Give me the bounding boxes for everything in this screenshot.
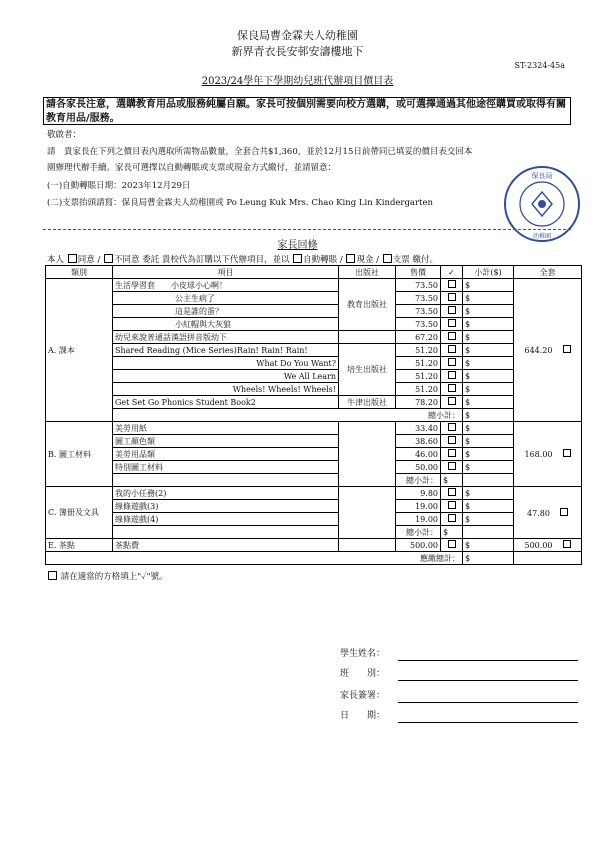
table-row [46, 513, 582, 526]
student-name-field[interactable] [398, 660, 578, 661]
publisher-name [339, 331, 396, 344]
table-row [46, 279, 582, 292]
item-name: What Do You Want? [113, 357, 339, 370]
header-item: 項目 [113, 266, 339, 279]
item-price: 67.20 [396, 331, 441, 344]
salutation: 敬啟者： [47, 130, 82, 140]
item-price: 46.00 [396, 448, 441, 461]
publisher-name: 教育出版社 [339, 279, 396, 331]
publisher-name: 牛津出版社 [339, 396, 396, 409]
item-price: 19.00 [396, 513, 441, 526]
cash-checkbox[interactable] [346, 254, 355, 263]
consent-text: 委託 貴校代為訂購以下代辦項目，並以 [142, 255, 290, 265]
select-cell [441, 331, 463, 344]
table-row [46, 305, 582, 318]
item-name: Wheels! Wheels! Wheels! [113, 383, 339, 396]
item-name: 特別圖工材料 [113, 461, 339, 474]
set-price-cell [514, 539, 582, 552]
item-name: 美勞用品類 [113, 448, 339, 461]
set-price: 168.00 [524, 450, 553, 459]
item-name: 這是誰的蛋？ [113, 305, 339, 318]
item-name: 小紅帽與大灰狼 [113, 318, 339, 331]
table-row [46, 331, 582, 344]
date-field[interactable] [398, 722, 578, 723]
autopay-label: 自動轉賬 [303, 255, 338, 265]
select-checkbox[interactable] [448, 397, 456, 405]
table-row [46, 370, 582, 383]
select-cell [441, 487, 463, 500]
subtotal-field[interactable]: $ [463, 513, 514, 526]
table-row [46, 344, 582, 357]
subtotal-field[interactable]: $ [463, 487, 514, 500]
item-price: 73.50 [396, 305, 441, 318]
parent-signature-label: 家長簽署： [340, 691, 386, 701]
table-row [46, 539, 582, 552]
select-cell [441, 370, 463, 383]
select-cell [441, 305, 463, 318]
select-checkbox[interactable] [448, 501, 456, 509]
category-label: B. 圖工材料 [46, 422, 113, 487]
select-checkbox[interactable] [448, 488, 456, 496]
subtotal-label: 總小計： [113, 474, 441, 487]
cheque-checkbox[interactable] [383, 254, 392, 263]
table-row [46, 292, 582, 305]
subtotal-field[interactable]: $ [463, 435, 514, 448]
select-checkbox[interactable] [448, 540, 456, 548]
grand-total-row [46, 552, 582, 565]
grand-total-blank [514, 552, 582, 565]
subtotal-value[interactable]: $ [463, 409, 514, 422]
select-cell [441, 539, 463, 552]
publisher-empty [339, 539, 396, 552]
item-name: 幼兒來說普通話漢語拼音版幼下 [113, 331, 339, 344]
item-price: 500.00 [396, 539, 441, 552]
subtotal-row [46, 526, 582, 539]
select-checkbox[interactable] [448, 319, 456, 327]
select-cell [441, 513, 463, 526]
select-cell [441, 500, 463, 513]
category-label: A. 課本 [46, 279, 113, 422]
select-cell [441, 292, 463, 305]
item-name: Shared Reading (Mice Series)Rain! Rain! Rain! [113, 344, 339, 357]
set-checkbox[interactable] [560, 508, 568, 516]
item-name: 生活學習套 小皮球小心啊！ [113, 279, 339, 292]
class-field[interactable] [398, 680, 578, 681]
school-address: 新界青衣長安邨安濤樓地下 [231, 45, 364, 58]
subtotal-field[interactable]: $ [463, 331, 514, 344]
item-price: 51.20 [396, 383, 441, 396]
item-price: 19.00 [396, 500, 441, 513]
subtotal-field[interactable]: $ [463, 448, 514, 461]
item-name: Get Set Go Phonics Student Book2 [113, 396, 339, 409]
select-checkbox[interactable] [448, 514, 456, 522]
select-cell [441, 461, 463, 474]
table-row [46, 435, 582, 448]
select-checkbox[interactable] [448, 293, 456, 301]
consent-suffix: 繳付。 [412, 255, 438, 265]
footnote-checkbox-icon [48, 571, 57, 580]
letter-point-2: (二)支票抬頭請寫：保良局曹金霖夫人幼稚園或 Po Leung Kuk Mrs. Chao King Lin Kindergarten [47, 198, 433, 208]
subtotal-field[interactable]: $ [463, 383, 514, 396]
table-row [46, 500, 582, 513]
subtotal-field[interactable]: $ [463, 279, 514, 292]
footnote [47, 570, 168, 582]
select-cell [441, 357, 463, 370]
category-label: E. 茶點 [46, 539, 113, 552]
set-price: 47.80 [527, 508, 550, 518]
item-price: 9.80 [396, 487, 441, 500]
select-checkbox[interactable] [448, 306, 456, 314]
consent-prefix: 本人 [47, 255, 65, 265]
select-checkbox[interactable] [448, 423, 456, 431]
select-checkbox[interactable] [448, 449, 456, 457]
select-checkbox[interactable] [448, 384, 456, 392]
subtotal-field[interactable]: $ [463, 357, 514, 370]
item-price: 73.50 [396, 318, 441, 331]
page-title: 2023/24學年下學期幼兒班代辦項目價目表 [201, 76, 394, 87]
date-label: 日 期： [340, 711, 386, 721]
disagree-checkbox[interactable] [104, 254, 113, 263]
notice-box: 請各家長注意，選購教育用品或服務純屬自願。家長可按個別需要向校方選購，或可選擇通過其他途徑購買或取得有關教育用品/服務。 [43, 97, 571, 125]
select-checkbox[interactable] [448, 358, 456, 366]
item-name: 線條遊戲(3) [113, 500, 339, 513]
agree-label: 同意 [77, 255, 95, 265]
select-cell [441, 279, 463, 292]
table-row [46, 383, 582, 396]
set-checkbox[interactable] [563, 540, 571, 548]
select-checkbox[interactable] [448, 280, 456, 288]
select-checkbox[interactable] [448, 462, 456, 470]
select-checkbox[interactable] [448, 436, 456, 444]
select-cell [441, 435, 463, 448]
consent-line [47, 253, 438, 265]
letter-point-1: (一)自動轉賬日期：2023年12月29日 [47, 181, 191, 191]
item-price: 51.20 [396, 357, 441, 370]
select-checkbox[interactable] [448, 332, 456, 340]
select-checkbox[interactable] [448, 345, 456, 353]
set-price-cell [514, 422, 582, 487]
table-row [46, 487, 582, 500]
item-name: 我的小任務(2) [113, 487, 339, 500]
disagree-label: 不同意 [114, 255, 140, 265]
letter-body-1: 請 貴家長在下列之價目表內選取所需物品數量，全套合共$1,360，並於12月15日前帶同已填妥的價目表交回本 [47, 147, 473, 157]
price-table [45, 265, 582, 565]
subtotal-field[interactable]: $ [463, 370, 514, 383]
cash-label: 現金 [356, 255, 374, 265]
select-cell [441, 448, 463, 461]
table-row [46, 357, 582, 370]
subtotal-field[interactable]: $ [463, 539, 514, 552]
subtotal-field[interactable]: $ [463, 292, 514, 305]
separator: / [376, 255, 380, 265]
footnote-text: 請在適當的方格填上"✓"號。 [60, 572, 168, 582]
autopay-checkbox[interactable] [293, 254, 302, 263]
school-name: 保良局曹金霖夫人幼稚園 [237, 29, 358, 42]
cheque-label: 支票 [392, 255, 410, 265]
separator: / [97, 255, 101, 265]
item-name: 美勞用紙 [113, 422, 339, 435]
item-price: 51.20 [396, 344, 441, 357]
svg-text:保良局: 保良局 [531, 172, 553, 180]
item-name: 公主生病了 [113, 292, 339, 305]
header-category: 類別 [46, 266, 113, 279]
subtotal-value[interactable]: $ [441, 474, 463, 487]
category-label: C. 簿冊及文具 [46, 487, 113, 539]
header-set: 全套 [514, 266, 582, 279]
subtotal-field[interactable]: $ [463, 318, 514, 331]
subtotal-field[interactable]: $ [463, 422, 514, 435]
set-price-cell [514, 487, 582, 539]
select-cell [441, 318, 463, 331]
subtotal-value[interactable]: $ [441, 526, 463, 539]
item-price: 73.50 [396, 279, 441, 292]
select-checkbox[interactable] [448, 371, 456, 379]
subtotal-field[interactable]: $ [463, 500, 514, 513]
subtotal-label: 總小計： [113, 409, 463, 422]
letter-body-2: 園辦理代辦手續。家長可選擇以自動轉賬或支票或現金方式繳付，並請留意： [47, 163, 337, 173]
item-name: 線條遊戲(4) [113, 513, 339, 526]
subtotal-field[interactable]: $ [463, 344, 514, 357]
select-cell [441, 422, 463, 435]
item-price: 33.40 [396, 422, 441, 435]
item-price: 78.20 [396, 396, 441, 409]
agree-checkbox[interactable] [68, 254, 77, 263]
school-seal [502, 164, 582, 244]
table-row [46, 396, 582, 409]
subtotal-field[interactable]: $ [463, 396, 514, 409]
item-name: 茶點費 [113, 539, 339, 552]
subtotal-row [46, 474, 582, 487]
subtotal-field[interactable]: $ [463, 461, 514, 474]
item-price: 51.20 [396, 370, 441, 383]
item-price: 38.60 [396, 435, 441, 448]
table-header [46, 266, 582, 279]
separator: / [339, 255, 343, 265]
grand-total-label: 應繳總計： [46, 552, 463, 565]
item-name: 圖工顏色類 [113, 435, 339, 448]
set-price: 500.00 [524, 541, 553, 550]
set-price: 644.20 [524, 346, 553, 355]
student-name-label: 學生姓名： [340, 649, 386, 659]
subtotal-row [46, 409, 582, 422]
set-checkbox[interactable] [563, 449, 571, 457]
grand-total-value[interactable]: $ [463, 552, 514, 565]
class-label: 班 別： [340, 669, 386, 679]
header-price: 售價 [396, 266, 441, 279]
header-subtotal: 小計($) [463, 266, 514, 279]
table-row [46, 318, 582, 331]
table-row [46, 422, 582, 435]
subtotal-label: 總小計： [113, 526, 441, 539]
item-price: 50.00 [396, 461, 441, 474]
table-row [46, 448, 582, 461]
header-publisher: 出版社 [339, 266, 396, 279]
set-price-cell [514, 279, 582, 422]
select-cell [441, 383, 463, 396]
svg-text:幼稚園: 幼稚園 [532, 233, 552, 240]
parent-signature-field[interactable] [398, 702, 578, 703]
set-checkbox[interactable] [563, 345, 571, 353]
subtotal-field[interactable]: $ [463, 305, 514, 318]
reply-slip-title: 家長回條 [277, 240, 318, 251]
header-check: ✓ [441, 266, 463, 279]
item-price: 73.50 [396, 292, 441, 305]
publisher-name: 培生出版社 [339, 344, 396, 396]
tear-line [43, 229, 571, 230]
select-cell [441, 396, 463, 409]
table-row [46, 461, 582, 474]
select-cell [441, 344, 463, 357]
reference-number: ST-2324-45a [514, 61, 565, 70]
item-name: We All Learn [113, 370, 339, 383]
